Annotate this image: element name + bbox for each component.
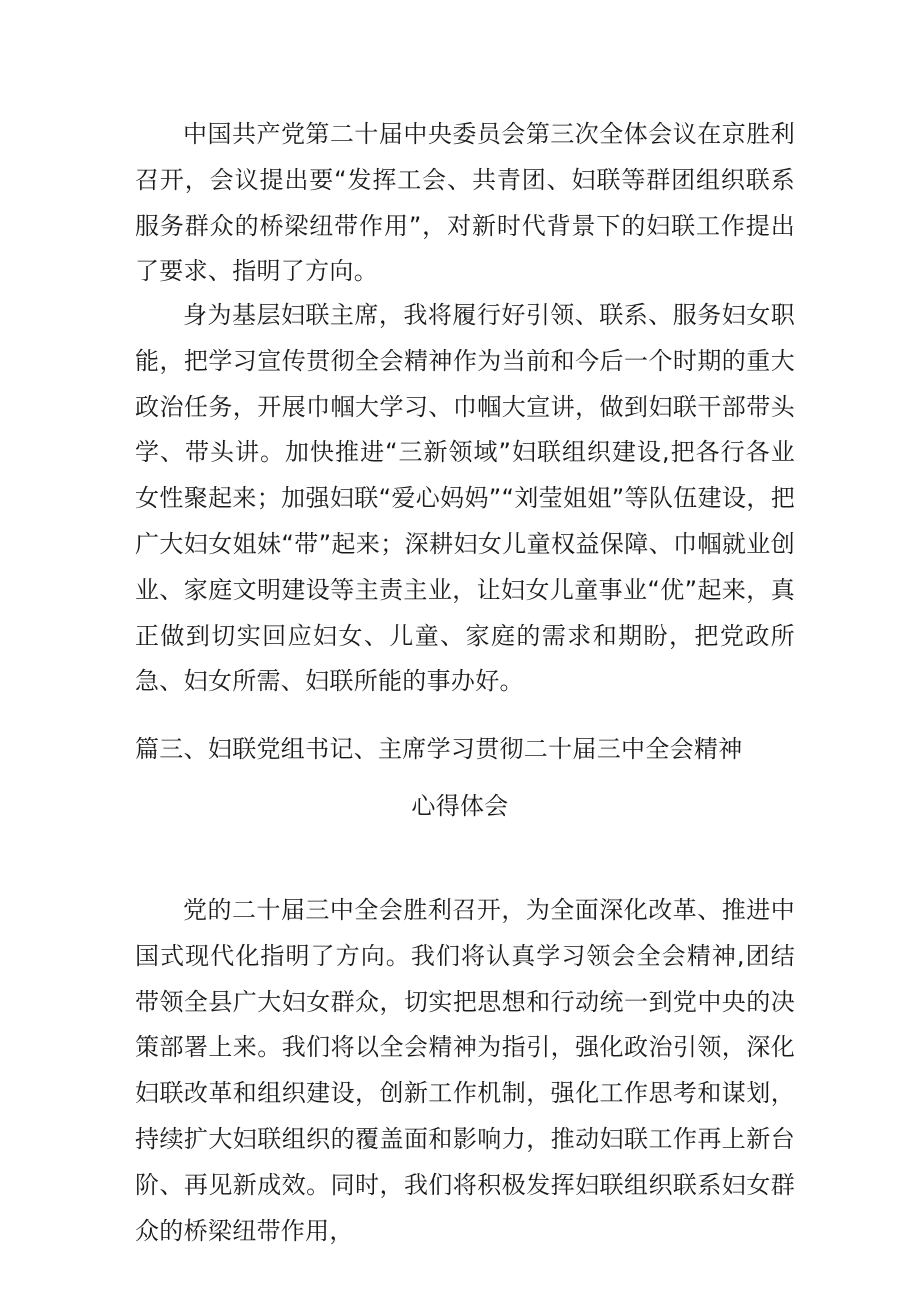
section-subtitle: 心得体会: [411, 792, 509, 820]
paragraph-1: 中国共产党第二十届中央委员会第三次全体会议在京胜利召开，会议提出要“发挥工会、共青团、妇联等群团组织联系服务群众的桥梁纽带作用”，对新时代背景下的妇联工作提出了要求、指明了方向。: [135, 120, 796, 286]
paragraph-2: 身为基层妇联主席，我将履行好引领、联系、服务妇女职能，把学习宣传贯彻全会精神作为当前和今后一个时期的重大政治任务，开展巾帼大学习、巾帼大宣讲，做到妇联干部带头学、带头讲。加快推进“三新领域”妇联组织建设,把各行各业女性聚起来；加强妇联“爱心妈妈”“刘莹姐姐”等队伍建设，把广大妇女姐妹“带”起来；深耕妇女儿童权益保障、巾帼就业创业、家庭文明建设等主责主业，让妇女儿童事业“优”起来，真正做到切实回应妇女、儿童、家庭的需求和期盼，把党政所急、妇女所需、妇联所能的事办好。: [135, 301, 795, 696]
section-title: 篇三、妇联党组书记、主席学习贯彻二十届三中全会精神: [135, 735, 743, 763]
paragraph-3: 党的二十届三中全会胜利召开，为全面深化改革、推进中国式现代化指明了方向。我们将认真学习领会全会精神,团结带领全县广大妇女群众，切实把思想和行动统一到党中央的决策部署上来。我们将以全会精神为指引，强化政治引领，深化妇联改革和组织建设，创新工作机制，强化工作思考和谋划，持续扩大妇联组织的覆盖面和影响力，推动妇联工作再上新台阶、再见新成效。同时，我们将积极发挥妇联组织联系妇女群众的桥梁纽带作用，: [135, 896, 795, 1245]
